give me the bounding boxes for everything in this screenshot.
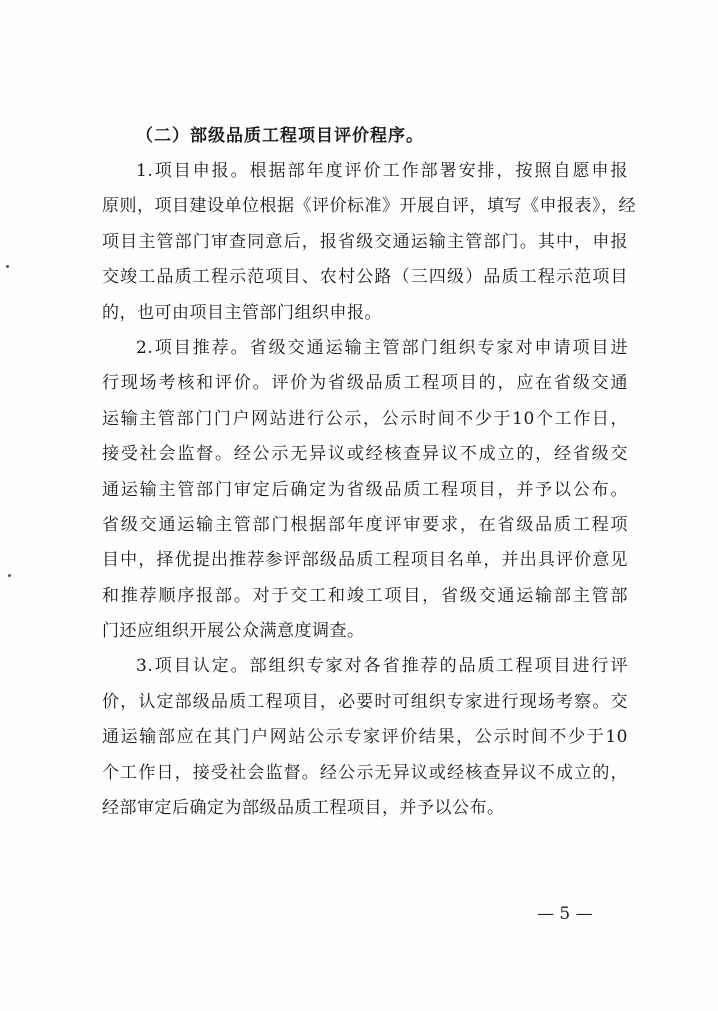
page-number: — 5 — [537, 904, 593, 924]
text-line: 行现场考核和评价。评价为省级品质工程项目的，应在省级交通 [102, 373, 628, 394]
paragraph-project-certification [102, 649, 628, 826]
text-line: 交竣工品质工程示范项目、农村公路（三四级）品质工程示范项目 [102, 267, 628, 288]
text-line: 原则，项目建设单位根据《评价标准》开展自评，填写《申报表》，经 [102, 196, 636, 217]
body-text [102, 118, 636, 826]
section-heading: （二）部级品质工程项目评价程序。 [136, 126, 424, 146]
text-line: 通运输部应在其门户网站公示专家评价结果，公示时间不少于10 [102, 727, 628, 748]
scan-speck [8, 574, 11, 577]
text-line: 接受社会监督。经公示无异议或经核查异议不成立的，经省级交 [102, 444, 628, 465]
text-line: 经部审定后确定为部级品质工程项目，并予以公布。 [102, 798, 505, 819]
text-line: 省级交通运输主管部门根据部年度评审要求，在省级品质工程项 [102, 514, 628, 535]
text-line: 3.项目认定。部组织专家对各省推荐的品质工程项目进行评 [136, 656, 628, 677]
paragraph-project-recommendation [102, 331, 628, 650]
text-line: 运输主管部门门户网站进行公示，公示时间不少于10个工作日， [102, 408, 628, 429]
text-line: 1.项目申报。根据部年度评价工作部署安排，按照自愿申报 [136, 161, 628, 181]
text-line: 门还应组织开展公众满意度调查。 [102, 621, 365, 642]
text-line: 和推荐顺序报部。对于交工和竣工项目，省级交通运输部主管部 [102, 585, 628, 606]
text-line: 个工作日，接受社会监督。经公示无异议或经核查异议不成立的， [102, 762, 628, 783]
text-line: 通运输主管部门审定后确定为省级品质工程项目，并予以公布。 [102, 479, 628, 500]
text-line: 项目主管部门审查同意后，报省级交通运输主管部门。其中，申报 [102, 231, 628, 252]
text-line: 价，认定部级品质工程项目，必要时可组织专家进行现场考察。交 [102, 691, 628, 712]
text-line: 2.项目推荐。省级交通运输主管部门组织专家对申请项目进 [136, 337, 628, 358]
text-line: 的，也可由项目主管部门组织申报。 [102, 302, 382, 323]
scan-speck [6, 265, 9, 268]
paragraph-project-declaration [102, 154, 636, 331]
text-line: 目中，择优提出推荐参评部级品质工程项目名单，并出具评价意见 [102, 550, 628, 571]
